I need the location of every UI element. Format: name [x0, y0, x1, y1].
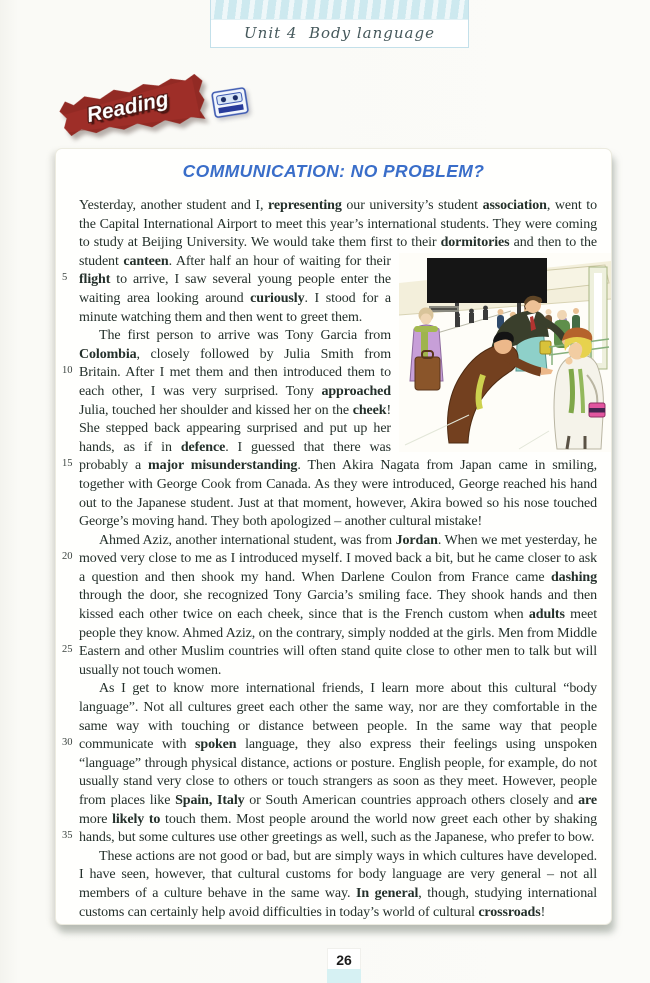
reading-section-banner [54, 69, 211, 150]
line-number: 20 [62, 551, 73, 563]
suitcase [415, 351, 440, 390]
line-number: 5 [62, 272, 68, 284]
line-number: 30 [62, 737, 73, 749]
unit-header [210, 0, 469, 48]
article-paragraph: These actions are not good or bad, but are simply ways in which cultures have developed. I have seen, however, that cultural customs for body language are very general – not all members of a culture behave in the same way. In general, though, studying international customs can certainly help avoid difficulties in today’s world of cultural crossroads! [79, 848, 597, 920]
article-body [79, 197, 597, 922]
page-number-box [327, 948, 361, 983]
page-number-decoration [327, 969, 361, 983]
reading-card [55, 148, 612, 925]
article-paragraph: As I get to know more international friends, I learn more about this cultural “body language”. Not all cultures greet each other the same way, nor are they comfortable in the same way with touching or distance between people. In the same way that people communicate with spoken language, they also express their feelings using unspoken “language” through physical distance, actions or posture. English people, for example, do not usually stand very close to others or touch strangers as soon as they meet. However, people from places like Spain, Italy or South American countries approach others closely and are more likely to touch them. Most people around the world now greet each other by shaking hands, but some cultures use other greetings as well, such as the Japanese, who prefer to bow. [79, 681, 597, 846]
line-number: 15 [62, 458, 73, 470]
article-paragraph: Ahmed Aziz, another international student, was from Jordan. When we met yesterday, he moved very close to me as I introduced myself. I moved back a bit, but he came closer to ask a question and then shook my hand. When Darlene Coulon from France came dashing through the door, she recognized Tony Garcia’s smiling face. They shook hands and then kissed each other twice on each cheek, since that is the French custom when adults meet people they know. Ahmed Aziz, on the contrary, simply nodded at the girls. Men from Middle Eastern and other Muslim countries will often stand quite close to other men to talk but will usually not touch women. [79, 532, 597, 678]
line-number-rail [56, 149, 78, 924]
cassette-tape-icon [209, 84, 252, 126]
reading-banner-label: Reading [84, 87, 171, 128]
article-paragraph: The first person to arrive was Tony Garcia from Colombia, closely followed by Julia Smith from Britain. After I met them and then introduced them to each other, I was very surprised. Tony approached Julia, touched her shoulder and kissed her on the cheek! She stepped back appearing surprised and put up her hands, as if in defence. I guessed that there was probably a major misunderstanding. Then Akira Nagata from Japan came in smiling, together with George Cook from Canada. As they were introduced, George reached his hand out to the Japanese student. Just at that moment, however, Akira bowed so his nose touched George’s moving hand. They both apologized – another cultural mistake! [79, 328, 597, 530]
unit-header-decoration [211, 0, 468, 20]
article-title: COMMUNICATION: NO PROBLEM? [182, 161, 485, 181]
unit-title: Unit 4 Body language [244, 24, 435, 42]
line-number: 25 [62, 644, 73, 656]
line-number: 35 [62, 830, 73, 842]
line-number: 10 [62, 365, 73, 377]
article-paragraph: Yesterday, another student and I, representing our university’s student association, went to the Capital International Airport to meet this year’s international students. They were coming to study at Beijing University. We would take them first to their dormitories and then to the student canteen. After half an hour of waiting for their flight to arrive, I saw several young people enter the waiting area looking around curiously. I stood for a minute watching them and then went to greet them. [79, 198, 597, 325]
airport-greeting-illustration [399, 253, 611, 452]
page-number: 26 [327, 948, 361, 969]
